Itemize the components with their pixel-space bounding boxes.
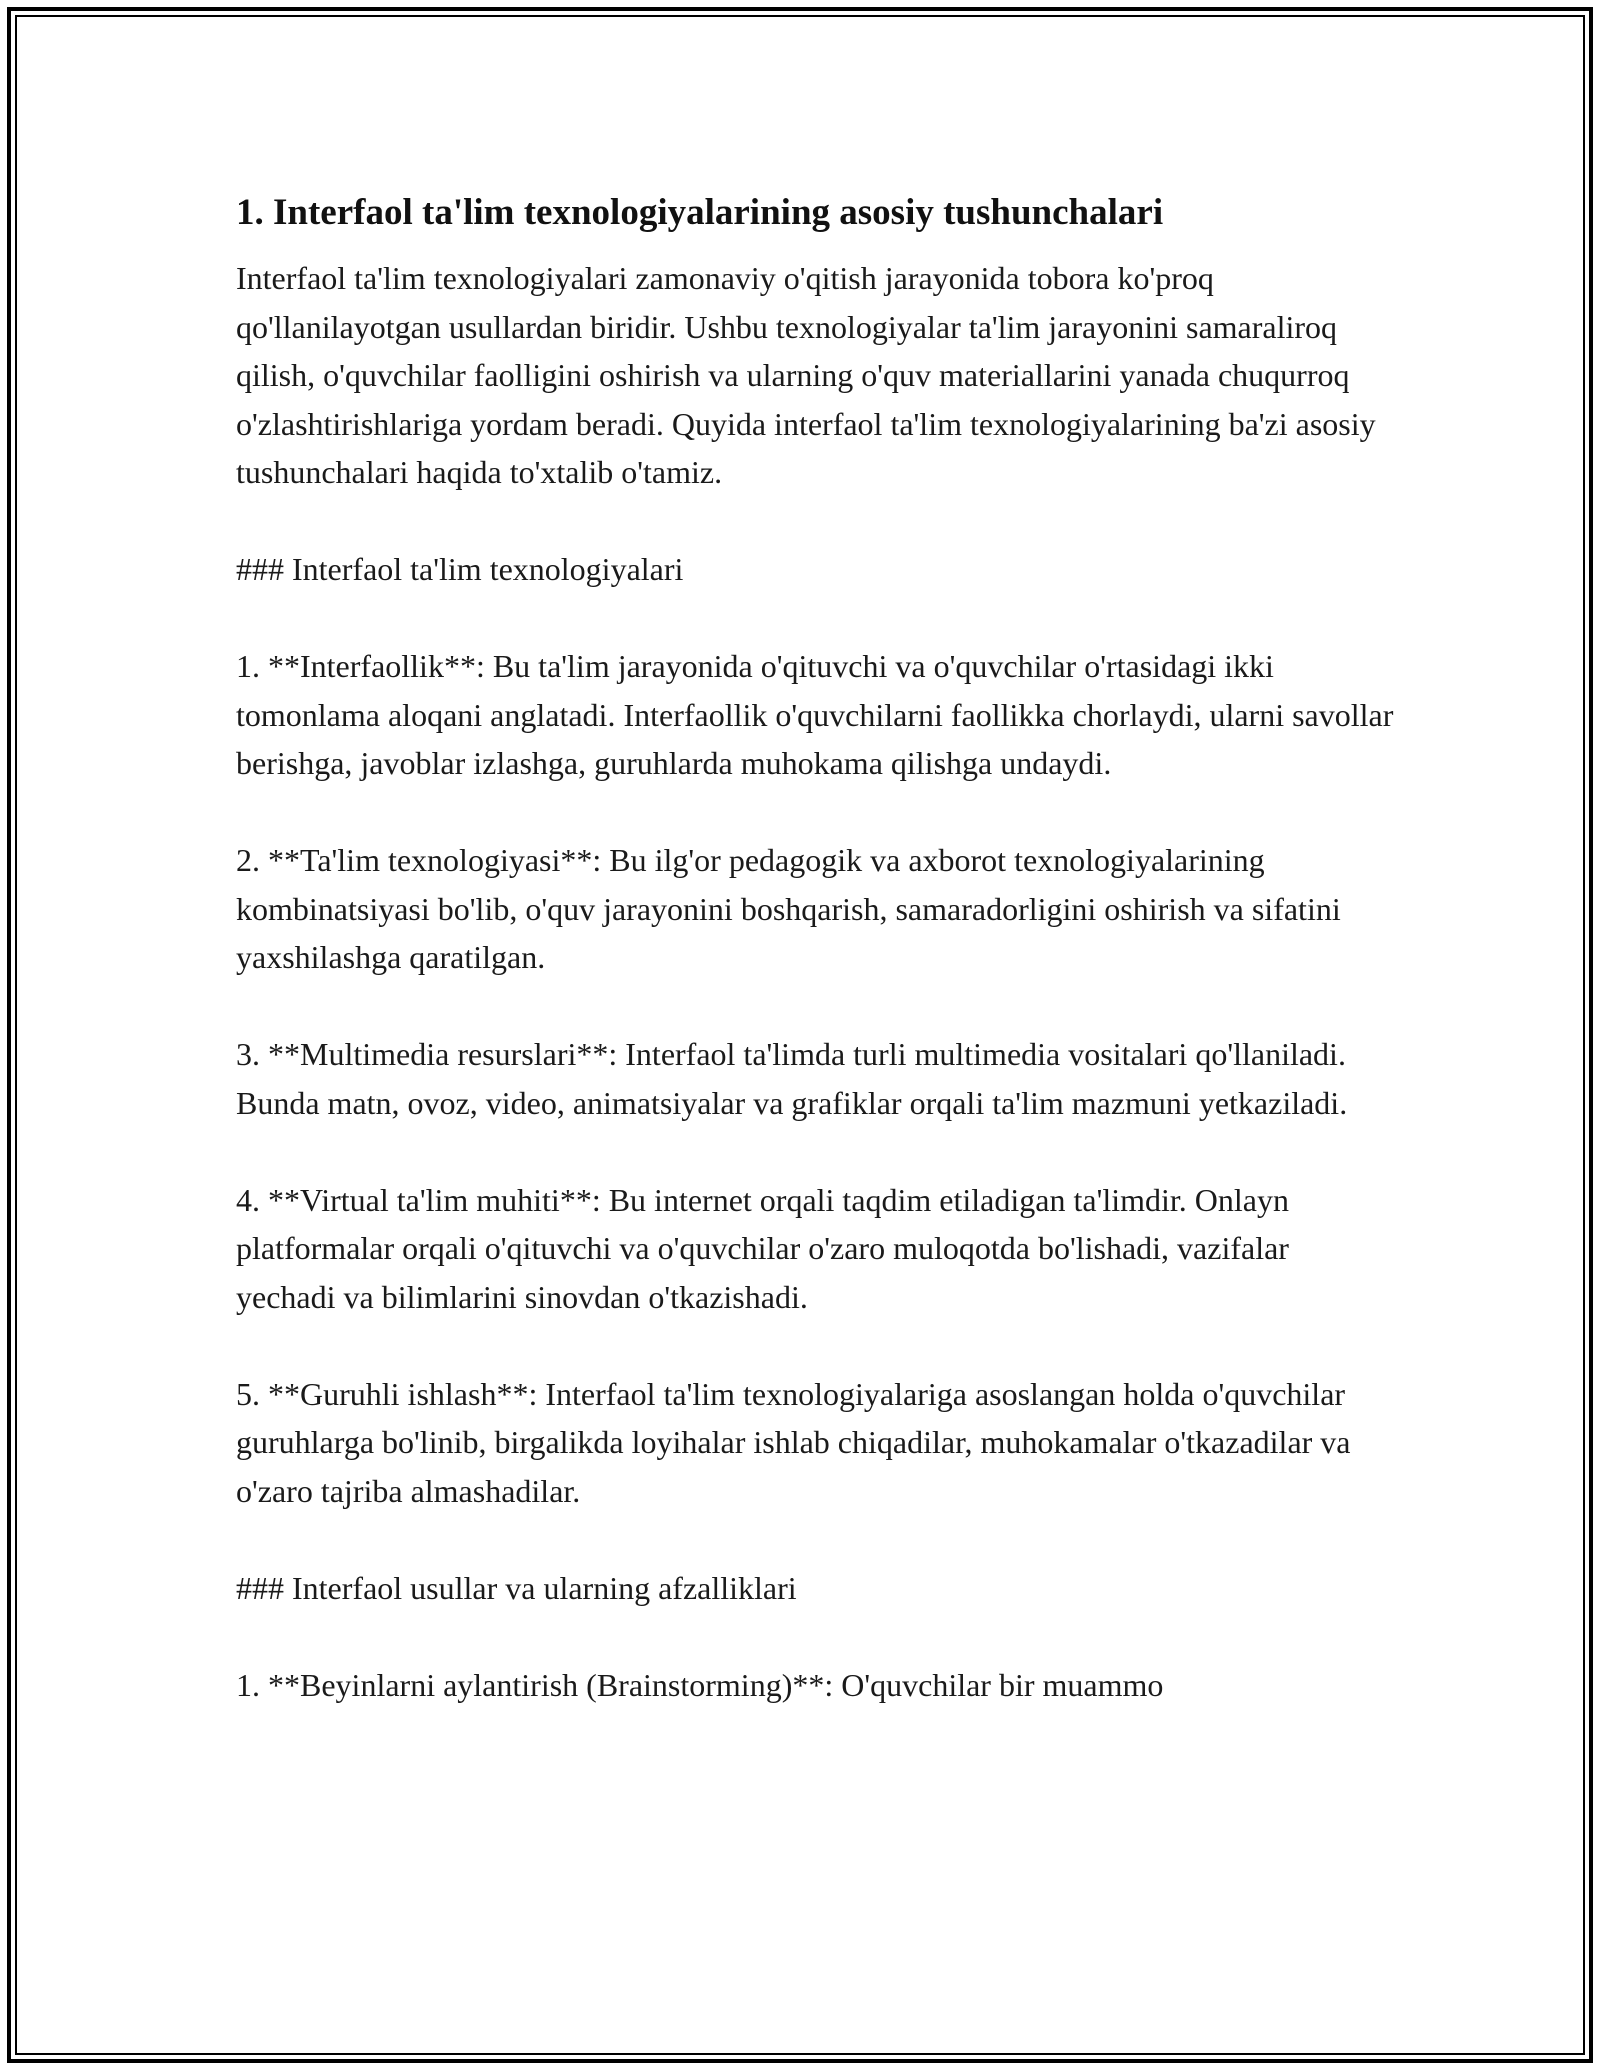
list-item-talim-texnologiyasi: 2. **Ta'lim texnologiyasi**: Bu ilg'or pedagogik va axborot texnologiyalarining kombinatsiyasi bo'lib, o'quv jarayonini boshqarish, samaradorligini oshirish va sifatini yaxshilashga qaratilgan. [236,842,1341,975]
section-heading: 1. Interfaol ta'lim texnologiyalarining asosiy tushunchalari [236,192,1164,233]
intro-paragraph: Interfaol ta'lim texnologiyalari zamonaviy o'qitish jarayonida tobora ko'proq qo'llanilayotgan usullardan biridir. Ushbu texnologiyalar ta'lim jarayonini samaraliroq qilish, o'quvchilar faolligini oshirish va ularning o'quv materiallarini yanada chuqurroq o'zlashtirishlariga yordam beradi. Quyida interfaol ta'lim texnologiyalarining ba'zi asosiy tushunchalari haqida to'xtalib o'tamiz. [236,260,1376,490]
subheading-methods: ### Interfaol usullar va ularning afzalliklari [236,1569,797,1606]
list-item-multimedia-resurslari: 3. **Multimedia resurslari**: Interfaol ta'limda turli multimedia vositalari qo'llaniladi. Bunda matn, ovoz, video, animatsiyalar va grafiklar orqali ta'lim mazmuni yetkaziladi. [236,1036,1348,1121]
list-item-virtual-talim-muhiti: 4. **Virtual ta'lim muhiti**: Bu internet orqali taqdim etiladigan ta'limdir. Onlayn platformalar orqali o'qituvchi va o'quvchilar o'zaro muloqotda bo'lishadi, vazifalar yechadi va bilimlarini sinovdan o'tkazishadi. [236,1181,1289,1315]
list-item-brainstorming: 1. **Beyinlarni aylantirish (Brainstorming)**: O'quvchilar bir muammo [236,1666,1164,1703]
list-item-interfaollik: 1. **Interfaollik**: Bu ta'lim jarayonida o'qituvchi va o'quvchilar o'rtasidagi ikki tomonlama aloqani anglatadi. Interfaollik o'quvchilarni faollikka chorlaydi, ularni savollar berishga, javoblar izlashga, guruhlarda muhokama qilishga undaydi. [236,648,1394,781]
list-item-guruhli-ishlash: 5. **Guruhli ishlash**: Interfaol ta'lim texnologiyalariga asoslangan holda o'quvchilar guruhlarga bo'linib, birgalikda loyihalar ishlab chiqadilar, muhokamalar o'tkazadilar va o'zaro tajriba almashadilar. [236,1375,1351,1509]
document-body [236,188,1396,1709]
subheading-technologies: ### Interfaol ta'lim texnologiyalari [236,551,684,587]
